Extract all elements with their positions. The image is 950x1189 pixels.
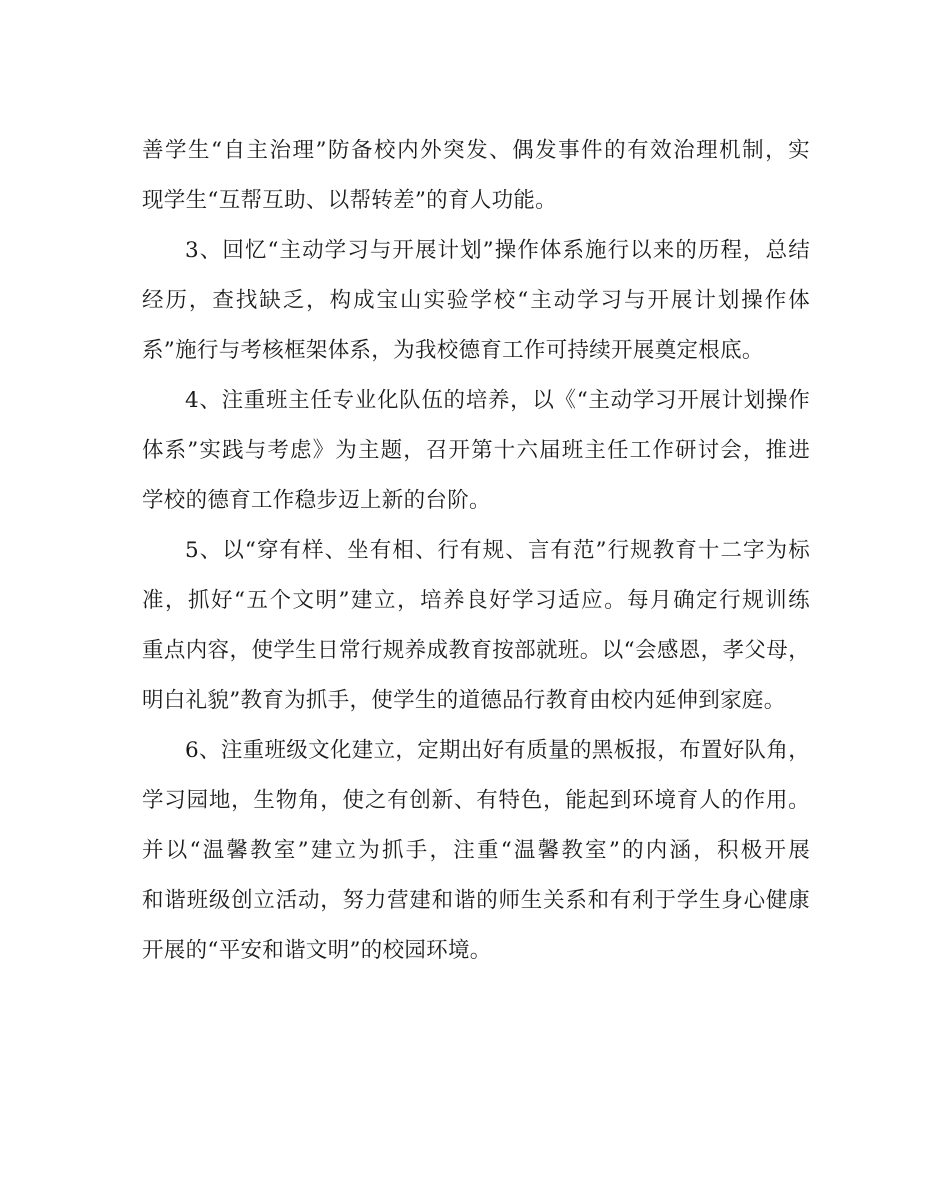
document-page — [142, 126, 810, 976]
text-line: 并以“温馨教室”建立为抓手，注重“温馨教室”的内涵，积极开展 — [142, 838, 810, 863]
text-line: 和谐班级创立活动，努力营建和谐的师生关系和有利于学生身心健康 — [142, 888, 810, 913]
text-line: 善学生“自主治理”防备校内外突发、偶发事件的有效治理机制，实 — [142, 138, 810, 163]
text-line: 学校的德育工作稳步迈上新的台阶。 — [142, 488, 491, 513]
text-line: 经历，查找缺乏，构成宝山实验学校“主动学习与开展计划操作体 — [142, 288, 810, 313]
text-line: 5、以“穿有样、坐有相、行有规、言有范”行规教育十二字为标 — [185, 538, 810, 563]
paragraph-continuation — [142, 126, 810, 226]
text-line: 准，抓好“五个文明”建立，培养良好学习适应。每月确定行规训练 — [142, 588, 810, 613]
text-line: 现学生“互帮互助、以帮转差”的育人功能。 — [142, 188, 557, 213]
paragraph-item-5 — [142, 526, 810, 726]
paragraph-item-3 — [142, 226, 810, 376]
text-line: 明白礼貌”教育为抓手，使学生的道德品行教育由校内延伸到家庭。 — [142, 688, 786, 713]
text-line: 3、回忆“主动学习与开展计划”操作体系施行以来的历程，总结 — [185, 238, 810, 263]
text-line: 学习园地，生物角，使之有创新、有特色，能起到环境育人的作用。 — [142, 788, 810, 813]
text-line: 体系”实践与考虑》为主题，召开第十六届班主任工作研讨会，推进 — [142, 438, 810, 463]
paragraph-item-6 — [142, 726, 810, 976]
paragraph-item-4 — [142, 376, 810, 526]
text-line: 6、注重班级文化建立，定期出好有质量的黑板报，布置好队角， — [185, 738, 810, 763]
text-line: 系”施行与考核框架体系，为我校德育工作可持续开展奠定根底。 — [142, 338, 764, 363]
text-line: 重点内容，使学生日常行规养成教育按部就班。以“会感恩，孝父母， — [142, 638, 810, 663]
text-line: 4、注重班主任专业化队伍的培养，以《“主动学习开展计划操作 — [185, 388, 810, 413]
text-line: 开展的“平安和谐文明”的校园环境。 — [142, 938, 492, 963]
